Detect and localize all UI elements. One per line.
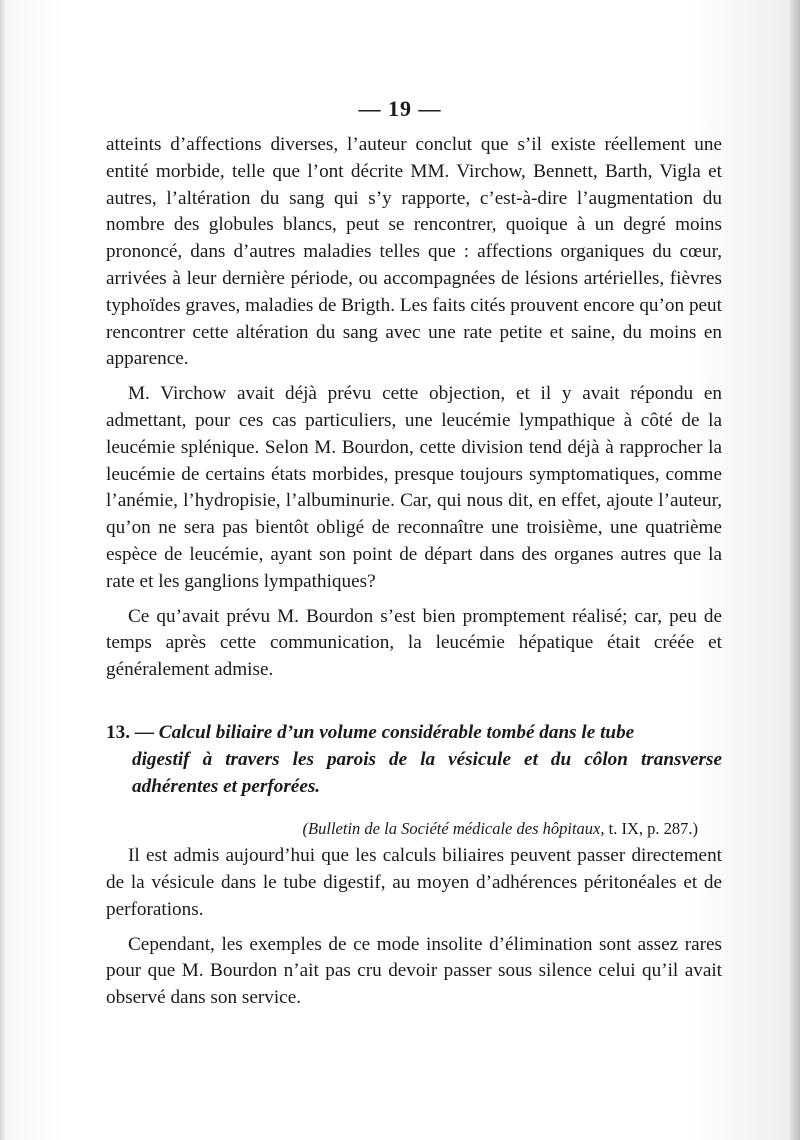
paragraph-rare-examples: Cependant, les exemples de ce mode insolite d’élimination sont assez rares pour que M. Bourdon n’ait pas cru devoir passer sous silence celui qu’il avait observé dans son service.	[106, 933, 722, 1009]
entry-heading	[106, 720, 722, 800]
paragraph-gallstones: Il est admis aujourd’hui que les calculs biliaires peuvent passer directement de la vésicule dans le tube digestif, au moyen d’adhérences péritonéales et de perforations.	[106, 845, 722, 920]
page-body	[106, 132, 722, 1012]
page-right-edge	[790, 0, 800, 1140]
reference-volume-page: t. IX, p. 287.)	[604, 819, 698, 839]
entry-number: 13. —	[106, 721, 154, 743]
paragraph-virchow-objection: M. Virchow avait déjà prévu cette objection, et il y avait répondu en admettant, pour ces cas particuliers, une leucémie lympathique à côté de la leucémie splénique. Selon M. Bourdon, cette division tend déjà à rapprocher la leucémie de certains états morbides, presque toujours symptomatiques, comme l’anémie, l’hydropisie, l’albuminurie. Car, qui nous dit, en effet, ajoute l’auteur, qu’on ne sera pas bientôt obligé de reconnaître une troisième, une quatrième espèce de leucémie, ayant son point de départ dans des organes autres que la rate et les ganglions lympathiques?	[106, 383, 722, 592]
page-number: — 19 —	[358, 96, 442, 121]
bibliographic-reference	[106, 816, 722, 843]
page-left-edge	[0, 0, 6, 1140]
entry-title-rest: digestif à travers les parois de la vésicule et du côlon transverse adhérentes et perforées.	[132, 748, 722, 797]
reference-source: (Bulletin de la Société médicale des hôpitaux,	[302, 819, 605, 839]
paragraph-leukemia-conclusion: atteints d’affections diverses, l’auteur conclut que s’il existe réellement une entité morbide, telle que l’ont décrite MM. Virchow, Bennett, Barth, Vigla et autres, l’altération du sang qui s’y rapporte, c’est-à-dire l’augmentation du nombre des globules blancs, peut se rencontrer, quoique à un degré moins prononcé, dans d’autres maladies telles que : affections organiques du cœur, arrivées à leur dernière période, ou accompagnées de lésions artérielles, fièvres typhoïdes graves, maladies de Brigth. Les faits cités prouvent encore qu’on peut rencontrer cette altération du sang avec une rate petite et saine, du moins en apparence.	[106, 134, 722, 370]
paragraph-hepatic-leukemia: Ce qu’avait prévu M. Bourdon s’est bien promptement réalisé; car, peu de temps après cette communication, la leucémie hépatique était créée et généralement admise.	[106, 605, 722, 681]
entry-title-line1: Calcul biliaire d’un volume considérable tombé dans le tube	[158, 721, 635, 743]
